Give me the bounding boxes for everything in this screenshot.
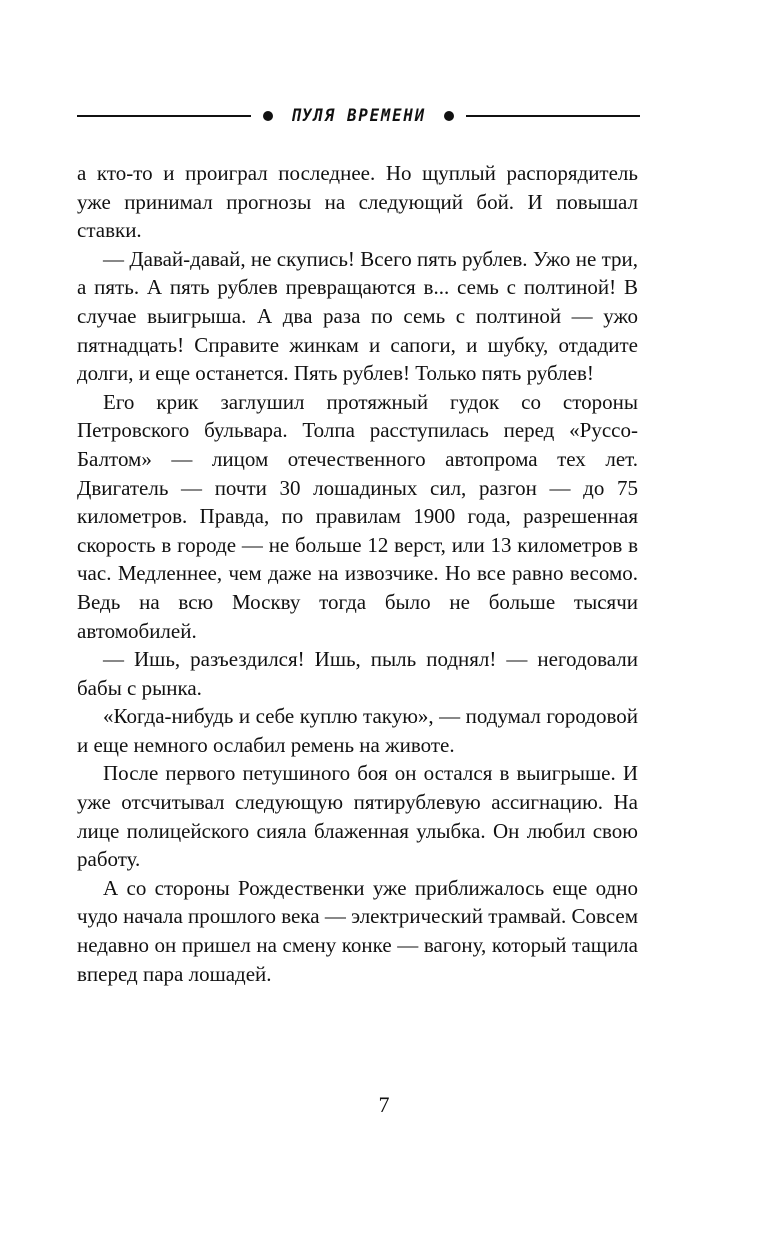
page-number: 7 [378,1092,390,1117]
paragraph: Его крик заглушил протяжный гудок со стороны Петровского бульвара. Толпа расступилась перед «Руссо-Балтом» — лицом отечественного автопрома тех лет. Двигатель — почти 30 лошадиных сил, разгон — до 75 километров. Правда, по правилам 1900 года, разрешенная скорость в городе — не больше 12 верст, или 13 километров в час. Медленнее, чем даже на извозчике. Но все равно весомо. Ведь на всю Москву тогда было не больше тысячи автомобилей. [77,389,638,643]
paragraph: «Когда-нибудь и себе куплю такую», — подумал городовой и еще немного ослабил ремень на животе. [77,704,638,757]
paragraph: А со стороны Рождественки уже приближалось еще одно чудо начала прошлого века — электрический трамвай. Совсем недавно он пришел на смену конке — вагону, который тащила вперед пара лошадей. [77,875,638,986]
paragraph: — Ишь, разъездился! Ишь, пыль поднял! — негодовали бабы с рынка. [77,647,638,700]
running-header [77,104,640,128]
body-text [77,159,638,988]
paragraph: После первого петушиного боя он остался в выигрыше. И уже отсчитывал следующую пятирублевую ассигнацию. На лице полицейского сияла блаженная улыбка. Он любил свою работу. [77,761,638,872]
header-bullet-left [263,111,273,121]
running-title: ПУЛЯ ВРЕМЕНИ [290,106,427,126]
header-rule-right [466,115,640,117]
header-rule-left [77,115,251,117]
paragraph: — Давай-давай, не скупись! Всего пять рублев. Ужо не три, а пять. А пять рублев превращаются в... семь с полтиной! В случае выигрыша. А два раза по семь с полтиной — ужо пятнадцать! Справите жинкам и сапоги, и шубку, отдадите долги, и еще останется. Пять рублев! Только пять рублев! [77,246,638,386]
paragraph: а кто-то и проиграл последнее. Но щуплый распорядитель уже принимал прогнозы на следующий бой. И повышал ставки. [77,161,638,243]
header-bullet-right [444,111,454,121]
